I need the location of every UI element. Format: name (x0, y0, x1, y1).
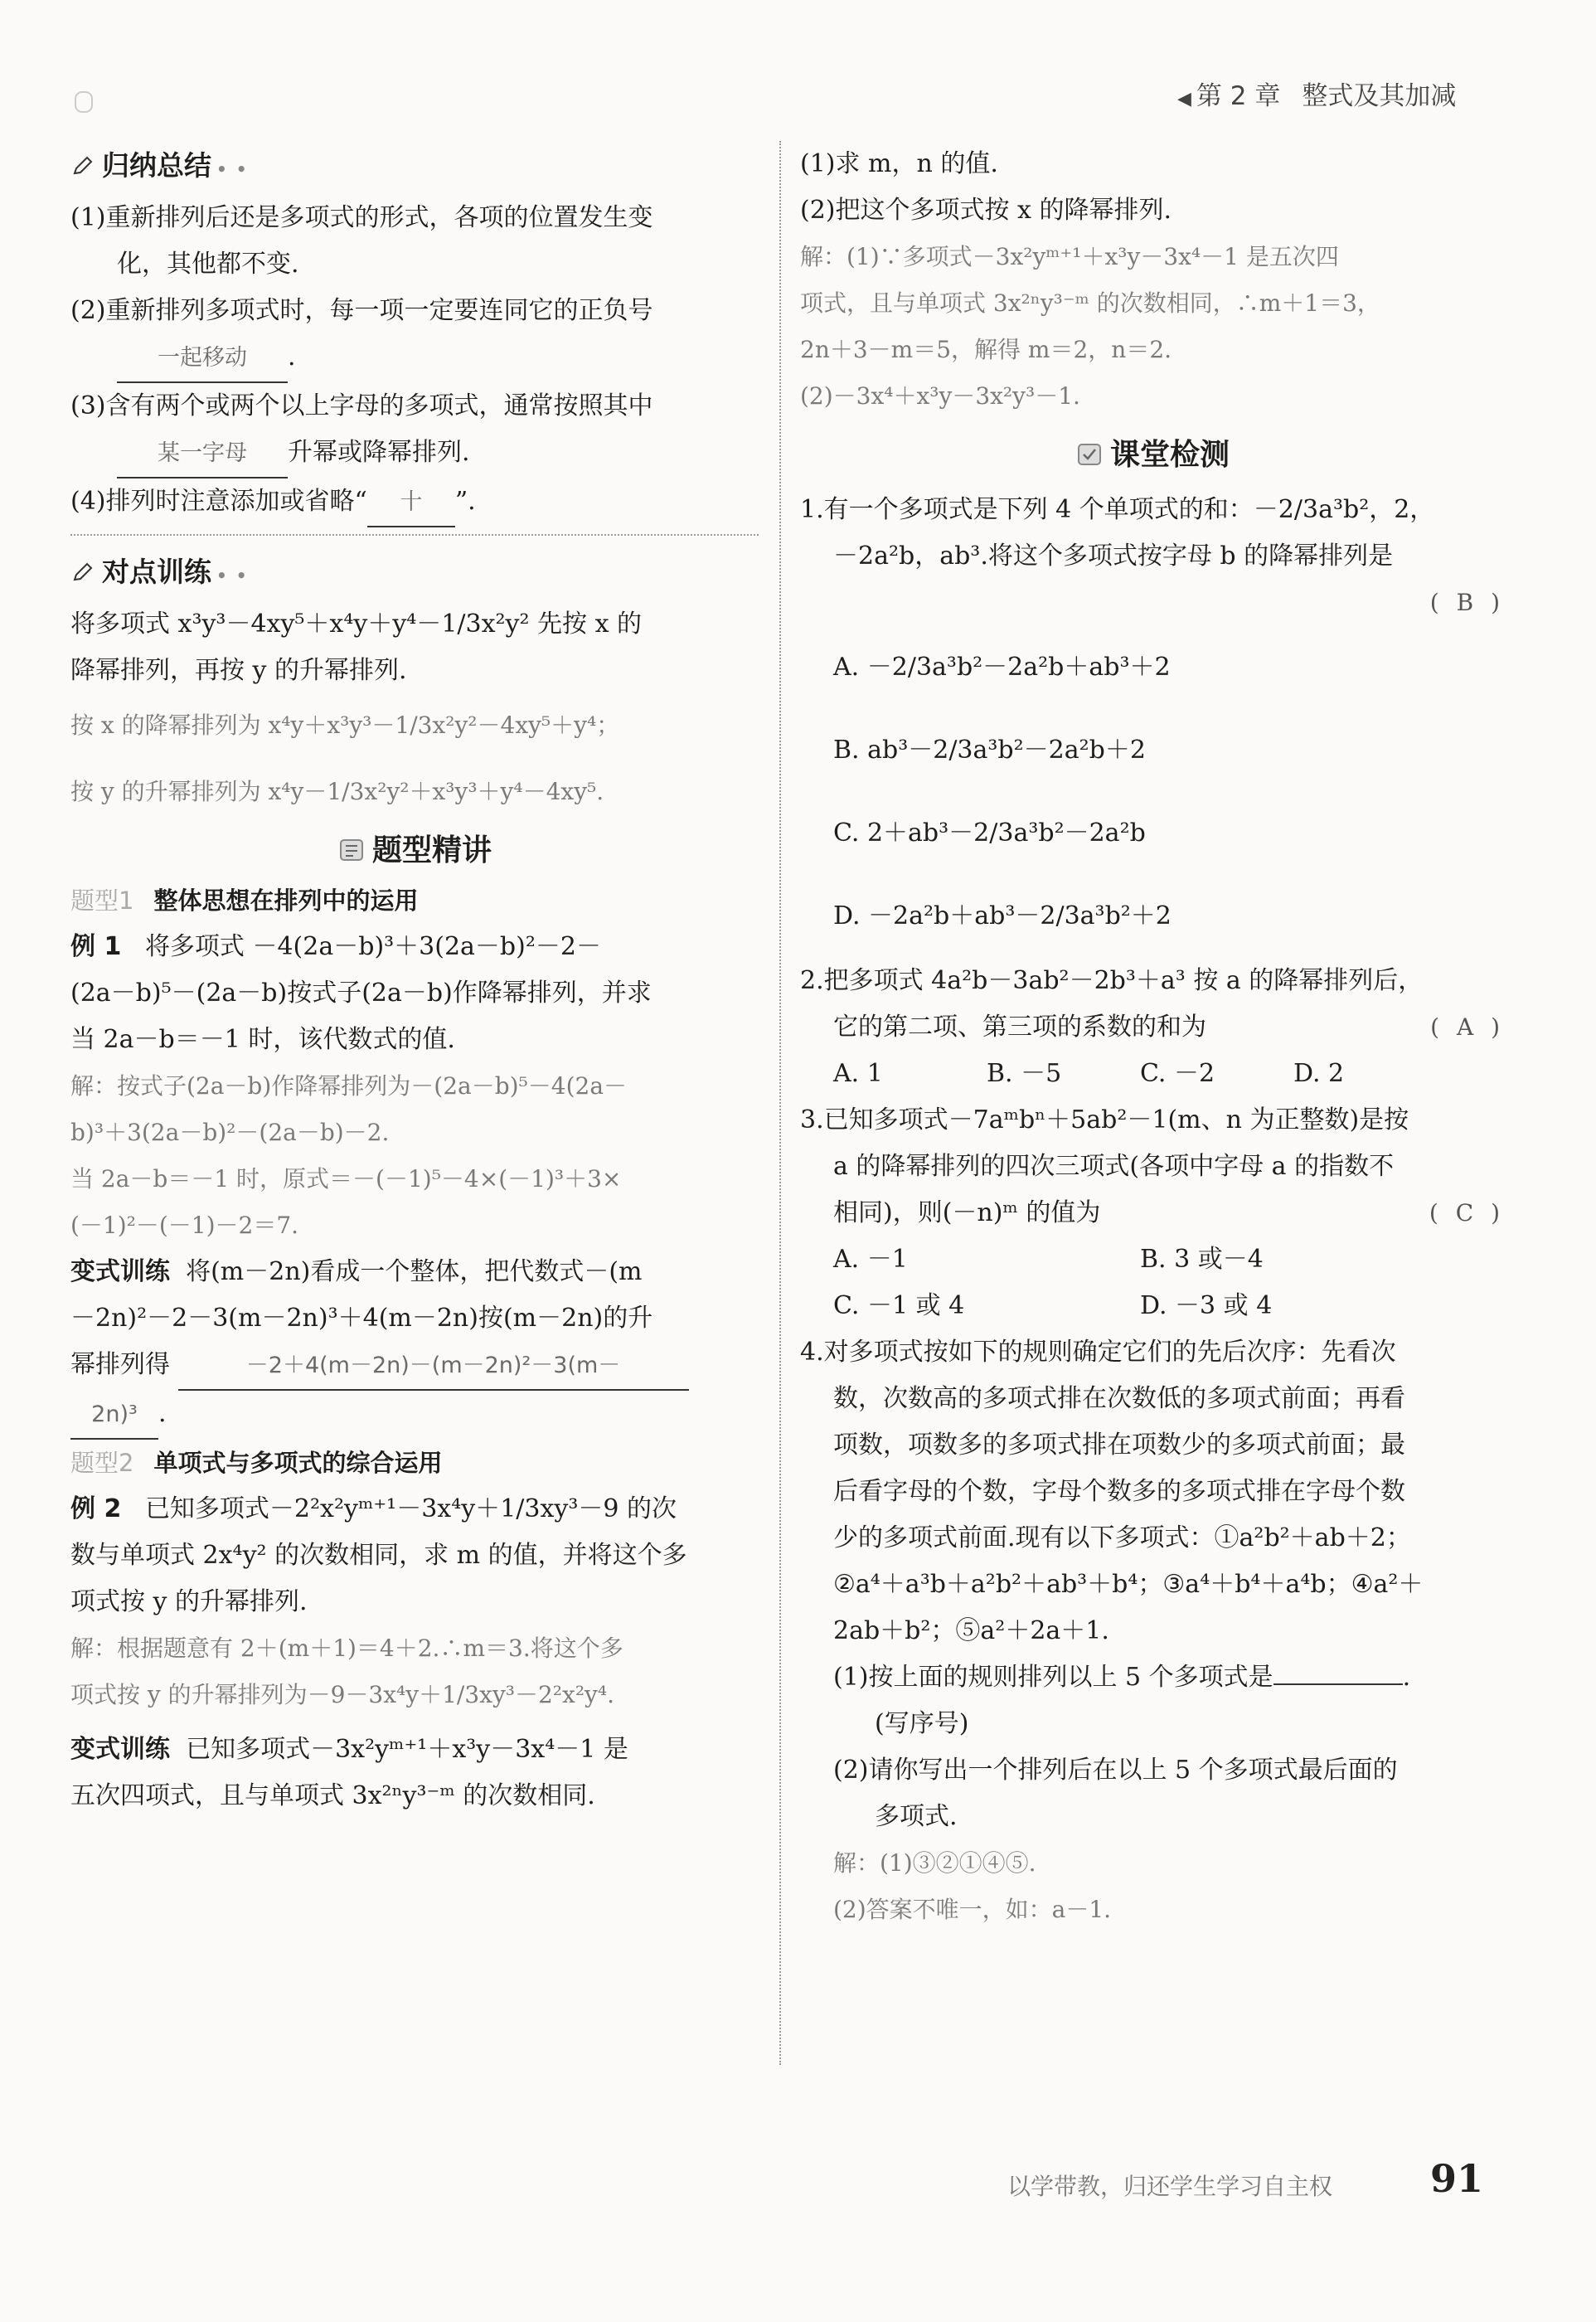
checklist-icon (1075, 440, 1104, 469)
example-1-line3: 当 2a－b＝－1 时，该代数式的值. (70, 1025, 455, 1054)
variant-2-q2: (2)把这个多项式按 x 的降幂排列. (800, 196, 1172, 225)
answer-blank (1273, 1683, 1403, 1685)
option-c: C. 2＋ab³－2/3a³b²－2a²b (833, 819, 1146, 848)
book-icon (337, 836, 366, 864)
option-d: D. －3 或 4 (1140, 1291, 1273, 1320)
example-1: 例 1 将多项式 －4(2a－b)³＋3(2a－b)²－2－ (70, 932, 601, 961)
check-q1-options (800, 626, 1505, 958)
variant-1-line2: －2n)²－2－3(m－2n)³＋4(m－2n)按(m－2n)的升 (70, 1304, 653, 1333)
section-divider (70, 534, 759, 536)
question-type-1: 题型1 整体思想在排列中的运用 (70, 887, 419, 915)
check-q2-options (800, 1051, 1505, 1097)
option-b: B. －5 (987, 1059, 1062, 1088)
example-1-solution-2: b)³＋3(2a－b)²－(2a－b)－2. (70, 1119, 390, 1146)
check-q4-sub2-cont: 多项式. (875, 1802, 958, 1831)
pencil-icon (70, 153, 95, 178)
option-a: A. 1 (833, 1059, 883, 1088)
check-q1: 1.有一个多项式是下列 4 个单项式的和：－2/3a³b²，2， (800, 495, 1435, 524)
practice-heading: 对点训练 • • (70, 551, 759, 590)
check-q3-line2: a 的降幂排列的四次三项式(各项中字母 a 的指数不 (833, 1152, 1395, 1181)
check-q3: 3.已知多项式－7aᵐbⁿ＋5ab²－1(m、n 为正整数)是按 (800, 1105, 1409, 1134)
summary-item-1: (1)重新排列后还是多项式的形式，各项的位置发生变 (70, 203, 653, 232)
check-q4-sub2: (2)请你写出一个排列后在以上 5 个多项式最后面的 (833, 1756, 1398, 1785)
right-column (800, 141, 1505, 1933)
check-q4-sub1: (1)按上面的规则排列以上 5 个多项式是 . (833, 1663, 1411, 1692)
summary-item-2-cont: 一起移动 . (70, 334, 759, 383)
check-q3-options-1 (800, 1236, 1505, 1283)
example-2-solution-1: 解：根据题意有 2＋(m＋1)＝4＋2.∴m＝3.将这个多 (70, 1635, 623, 1662)
summary-heading: 归纳总结 • • (70, 144, 759, 183)
variant-2-solution-4: (2)－3x⁴＋x³y－3x²y³－1. (800, 382, 1080, 410)
variant-2-line2: 五次四项式，且与单项式 3x²ⁿy³⁻ᵐ 的次数相同. (70, 1781, 595, 1810)
check-q4-line4: 后看字母的个数，字母个数多的多项式排在字母个数 (833, 1477, 1405, 1506)
practice-question: 将多项式 x³y³－4xy⁵＋x⁴y＋y⁴－1/3x²y² 先按 x 的 (70, 610, 643, 639)
variant-1-line4: 2n)³ . (70, 1391, 759, 1440)
check-q4-line3: 项数，项数多的多项式排在项数少的多项式前面；最 (833, 1431, 1405, 1460)
answer-blank: 某一字母 (117, 430, 288, 478)
example-1-line2: (2a－b)⁵－(2a－b)按式子(2a－b)作降幂排列，并求 (70, 979, 652, 1008)
example-2-line2: 数与单项式 2x⁴y² 的次数相同，求 m 的值，并将这个多 (70, 1541, 687, 1570)
check-q4-line2: 数，次数高的多项式排在次数低的多项式前面；再看 (833, 1384, 1405, 1413)
check-q1-line2: －2a²b，ab³.将这个多项式按字母 b 的降幂排列是 (833, 542, 1394, 571)
page-header (1177, 75, 1456, 112)
answer-blank: 一起移动 (117, 335, 288, 383)
check-q4-solution-1: 解：(1)③②①④⑤. (833, 1849, 1036, 1877)
check-q4-line6: ②a⁴＋a³b＋a²b²＋ab³＋b⁴；③a⁴＋b⁴＋a⁴b；④a²＋ (833, 1570, 1424, 1599)
answer-blank: －2＋4(m－2n)－(m－2n)²－3(m－ (178, 1343, 689, 1391)
summary-item-2: (2)重新排列多项式时，每一项一定要连同它的正负号 (70, 296, 653, 325)
variant-2: 变式训练 已知多项式－3x²yᵐ⁺¹＋x³y－3x⁴－1 是 (70, 1735, 628, 1764)
question-type-2: 题型2 单项式与多项式的综合运用 (70, 1449, 443, 1477)
check-q1-answer-row (800, 580, 1505, 626)
summary-item-3: (3)含有两个或两个以上字母的多项式，通常按照其中 (70, 391, 653, 420)
answer-blank: 2n)³ (70, 1392, 158, 1440)
practice-solution-1: 按 x 的降幂排列为 x⁴y＋x³y³－1/3x²y²－4xy⁵＋y⁴； (70, 712, 620, 739)
variant-1: 变式训练 将(m－2n)看成一个整体，把代数式－(m (70, 1257, 643, 1286)
option-c: C. －2 (1140, 1059, 1215, 1088)
summary-item-1-cont: 化，其他都不变. (117, 250, 299, 279)
example-1-solution-3: 当 2a－b＝－1 时，原式＝－(－1)⁵－4×(－1)³＋3× (70, 1165, 622, 1193)
left-column (70, 141, 759, 1819)
example-2-solution-2: 项式按 y 的升幂排列为－9－3x⁴y＋1/3xy³－2²x²y⁴. (70, 1681, 614, 1708)
option-c: C. －1 或 4 (833, 1291, 965, 1320)
page-number: 91 (1430, 2156, 1484, 2201)
summary-item-3-cont: 某一字母 升幂或降幂排列. (70, 430, 759, 478)
example-1-solution-4: (－1)²－(－1)－2＝7. (70, 1212, 299, 1239)
column-divider (779, 141, 781, 2065)
check-heading: 课堂检测 (800, 431, 1505, 474)
check-q3-options-2 (800, 1283, 1505, 1329)
variant-1-line3: 幂排列得 －2＋4(m－2n)－(m－2n)²－3(m－ (70, 1342, 759, 1391)
check-q3-line3: 相同)，则(－n)ᵐ 的值为 ( C ) (800, 1190, 1505, 1236)
variant-2-solution-2: 项式，且与单项式 3x²ⁿy³⁻ᵐ 的次数相同，∴m＋1＝3， (800, 289, 1380, 317)
variant-2-solution-1: 解：(1)∵多项式－3x²yᵐ⁺¹＋x³y－3x⁴－1 是五次四 (800, 243, 1339, 270)
chapter-number: 第 2 章 (1196, 81, 1281, 111)
answer-choice: ( A ) (1430, 1013, 1505, 1041)
summary-item-4: (4)排列时注意添加或省略“ 十 ”. (70, 478, 759, 527)
lecture-heading: 题型精讲 (70, 827, 759, 869)
check-q2-line2: 它的第二项、第三项的系数的和为 ( A ) (800, 1004, 1505, 1051)
example-1-solution-1: 解：按式子(2a－b)作降幂排列为－(2a－b)⁵－4(2a－ (70, 1072, 628, 1100)
footer-slogan: 以学带教，归还学生学习自主权 (1007, 2173, 1333, 2200)
option-a: A. －1 (833, 1245, 908, 1274)
answer-choice: ( B ) (1429, 589, 1505, 616)
option-b: B. ab³－2/3a³b²－2a²b＋2 (833, 736, 1146, 765)
check-q4-solution-2: (2)答案不唯一，如：a－1. (833, 1896, 1112, 1923)
chapter-title: 整式及其加减 (1302, 81, 1457, 111)
check-q4-sub1-note: (写序号) (875, 1709, 969, 1738)
pencil-icon (70, 560, 95, 585)
check-q2: 2.把多项式 4a²b－3ab²－2b³＋a³ 按 a 的降幂排列后， (800, 966, 1424, 995)
answer-choice: ( C ) (1429, 1199, 1505, 1227)
option-d: D. 2 (1293, 1059, 1345, 1088)
practice-question-cont: 降幂排列，再按 y 的升幂排列. (70, 656, 407, 685)
triangle-left-icon: ◀ (1177, 89, 1191, 109)
option-b: B. 3 或－4 (1140, 1245, 1264, 1274)
bulb-icon (75, 91, 93, 113)
check-q4-line5: 少的多项式前面.现有以下多项式：①a²b²＋ab＋2； (833, 1523, 1411, 1552)
answer-blank: 十 (367, 479, 455, 527)
example-2-line3: 项式按 y 的升幂排列. (70, 1587, 308, 1616)
variant-2-q1: (1)求 m，n 的值. (800, 149, 998, 178)
example-2: 例 2 已知多项式－2²x²yᵐ⁺¹－3x⁴y＋1/3xy³－9 的次 (70, 1494, 677, 1523)
option-a: A. －2/3a³b²－2a²b＋ab³＋2 (833, 653, 1171, 682)
practice-solution-2: 按 y 的升幂排列为 x⁴y－1/3x²y²＋x³y³＋y⁴－4xy⁵. (70, 778, 604, 805)
variant-2-solution-3: 2n＋3－m＝5，解得 m＝2，n＝2. (800, 336, 1172, 363)
option-d: D. －2a²b＋ab³－2/3a³b²＋2 (833, 901, 1172, 930)
check-q4: 4.对多项式按如下的规则确定它们的先后次序：先看次 (800, 1338, 1396, 1367)
check-q4-line7: 2ab＋b²；⑤a²＋2a＋1. (833, 1616, 1109, 1645)
